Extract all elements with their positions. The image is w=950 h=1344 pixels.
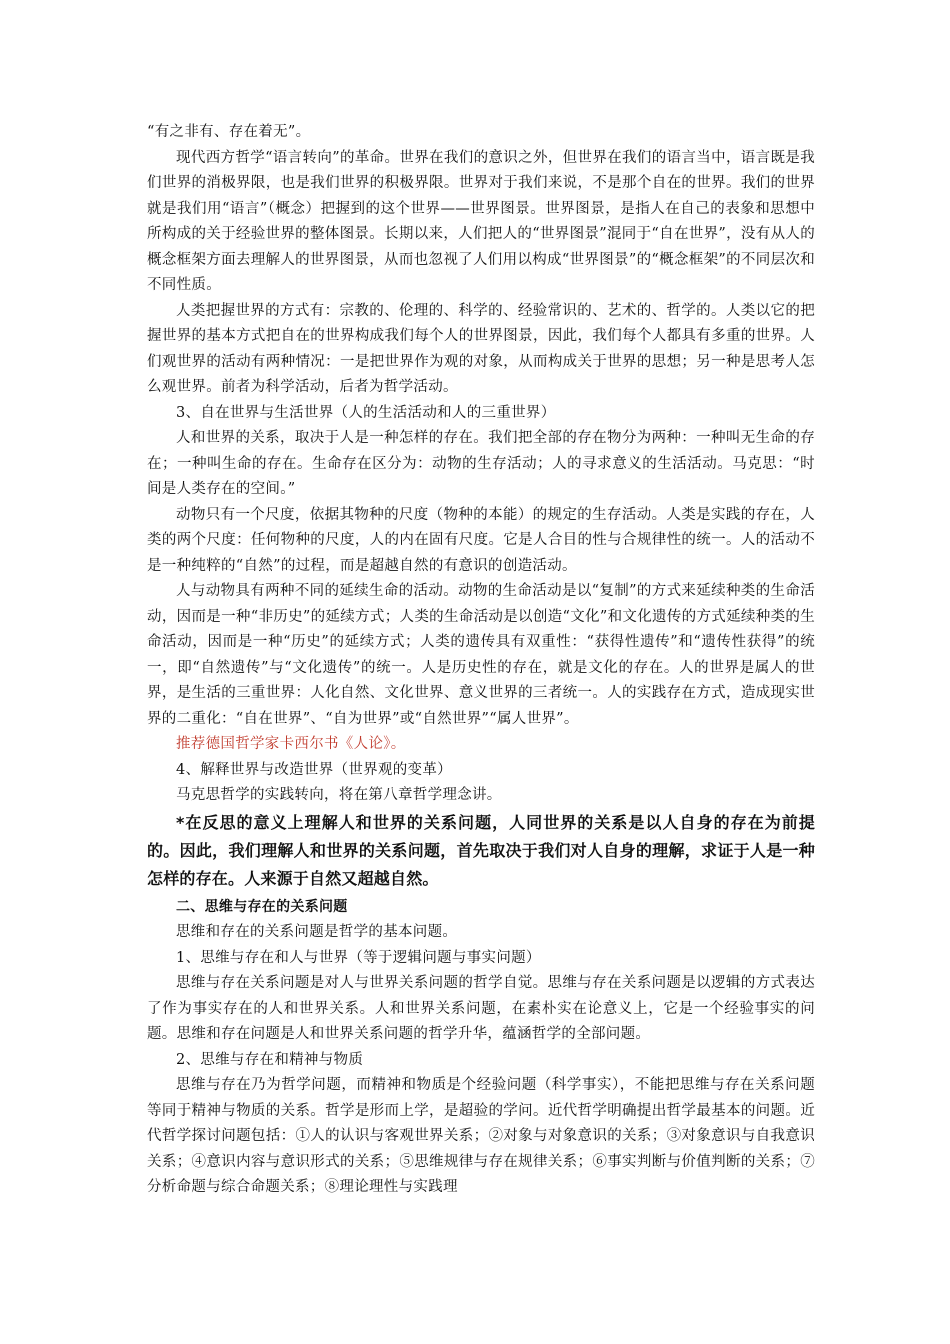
chapter-heading: 二、思维与存在的关系问题 — [176, 898, 348, 915]
paragraph: 人和世界的关系，取决于人是一种怎样的存在。我们把全部的存在物分为两种：一种叫无生命的存在；一种叫生命的存在。生命存在区分为：动物的生存活动；人的寻求意义的生活活动。马克思：“时间是人类存在的空间。” — [147, 430, 815, 497]
paragraph: 动物只有一个尺度，依据其物种的尺度（物种的本能）的规定的生存活动。人类是实践的存在，人类的两个尺度：任何物种的尺度，人的内在固有尺度。它是人合目的性与合规律性的统一。人的活动不是一种纯粹的“自然”的过程，而是超越自然的有意识的创造活动。 — [147, 506, 815, 574]
paragraph: 人与动物具有两种不同的延续生命的活动。动物的生命活动是以“复制”的方式来延续种类的生命活动，因而是一种“非历史”的延续方式；人类的生命活动是以创造“文化”和文化遗传的方式延续种类的生命活动，因而是一种“历史”的延续方式；人类的遗传具有双重性：“获得性遗传”和“遗传性获得”的统一，即“自然遗传”与“文化遗传”的统一。人是历史性的存在，就是文化的存在。人的世界是属人的世界，是生活的三重世界：人化自然、文化世界、意义世界的三者统一。人的实践存在方式，造成现实世界的二重化：“自在世界”、“自为世界”或“自然世界”“属人世界”。 — [147, 583, 815, 727]
paragraph: 人类把握世界的方式有：宗教的、伦理的、科学的、经验常识的、艺术的、哲学的。人类以它的把握世界的基本方式把自在的世界构成我们每个人的世界图景，因此，我们每个人都具有多重的世界。人们观世界的活动有两种情况：一是把世界作为观的对象，从而构成关于世界的思想；另一种是思考人怎么观世界。前者为科学活动，后者为哲学活动。 — [147, 302, 815, 395]
section-heading: 2、思维与存在和精神与物质 — [176, 1051, 364, 1068]
paragraph: 思维与存在关系问题是对人与世界关系问题的哲学自觉。思维与存在关系问题是以逻辑的方式表达了作为事实存在的人和世界关系。人和世界关系问题，在素朴实在论意义上，它是一个经验事实的问题。思维和存在问题是人和世界关系问题的哲学升华，蕴涵哲学的全部问题。 — [147, 975, 815, 1042]
section-heading: 1、思维与存在和人与世界（等于逻辑问题与事实问题） — [176, 949, 541, 966]
paragraph: “有之非有、存在着无”。 — [147, 124, 311, 140]
section-heading: 4、解释世界与改造世界（世界观的变革） — [176, 761, 452, 778]
document-page — [147, 120, 815, 1201]
paragraph: 现代西方哲学“语言转向”的革命。世界在我们的意识之外，但世界在我们的语言当中，语言既是我们世界的消极界限，也是我们世界的积极界限。世界对于我们来说，不是那个自在的世界。我们的世界就是我们用“语言”（概念）把握到的这个世界——世界图景。世界图景，是指人在自己的表象和思想中所构成的关于经验世界的整体图景。长期以来，人们把人的“世界图景”混同于“自在世界”，没有从人的概念框架方面去理解人的世界图景，从而也忽视了人们用以构成“世界图景”的“概念框架”的不同层次和不同性质。 — [147, 149, 815, 293]
paragraph: 思维和存在的关系问题是哲学的基本问题。 — [176, 924, 458, 940]
emphasis-paragraph: *在反思的意义上理解人和世界的关系问题，人同世界的关系是以人自身的存在为前提的。因此，我们理解人和世界的关系问题，首先取决于我们对人自身的理解，求证于人是一种怎样的存在。人来源于自然又超越自然。 — [147, 812, 815, 888]
section-heading: 3、自在世界与生活世界（人的生活活动和人的三重世界） — [176, 404, 556, 421]
paragraph: 马克思哲学的实践转向，将在第八章哲学理念讲。 — [176, 787, 502, 803]
paragraph: 思维与存在乃为哲学问题，而精神和物质是个经验问题（科学事实），不能把思维与存在关系问题等同于精神与物质的关系。哲学是形而上学，是超验的学问。近代哲学明确提出哲学最基本的问题。近代哲学探讨问题包括：①人的认识与客观世界关系；②对象与对象意识的关系；③对象意识与自我意识关系；④意识内容与意识形式的关系；⑤思维规律与存在规律关系；⑥事实判断与价值判断的关系；⑦分析命题与综合命题关系；⑧理论理性与实践理 — [147, 1077, 815, 1195]
recommendation-note: 推荐德国哲学家卡西尔书《人论》。 — [176, 736, 406, 752]
